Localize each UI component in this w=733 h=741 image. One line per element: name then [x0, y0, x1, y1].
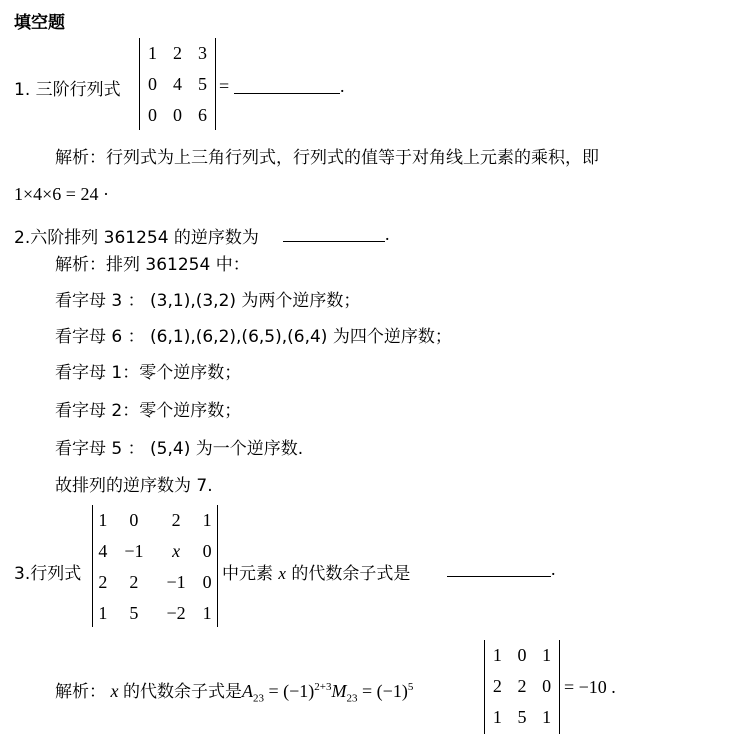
q3-cell: 0: [129, 510, 139, 530]
q2-solution-line: 看字母 6 ： (6,1),(6,2),(6,5),(6,4) 为四个逆序数；: [55, 327, 452, 347]
exponent-1: 2+3: [314, 681, 332, 693]
minor-cell: 1: [492, 707, 502, 727]
minor-cell: 0: [542, 676, 552, 696]
minor-subscript: 23: [346, 692, 358, 705]
q3-cell: 4: [98, 541, 108, 561]
q2-answer-blank[interactable]: [283, 225, 385, 242]
q2-period: .: [385, 224, 390, 244]
q1-solution: 解析：行列式为上三角行列式，行列式的值等于对角线上元素的乘积，即: [55, 148, 599, 168]
q3-period: .: [551, 559, 556, 579]
q1-cell: 6: [198, 105, 207, 125]
q2-solution-line: 解析：排列 361254 中：: [55, 255, 250, 275]
section-heading: 填空题: [14, 13, 65, 33]
minor-symbol: M: [331, 681, 347, 701]
q3-final-value: = −10 .: [564, 677, 616, 697]
q1-equals: =: [219, 76, 230, 96]
q3-cell: −1: [124, 541, 144, 561]
q1-prefix: 1. 三阶行列式: [14, 80, 121, 100]
q3-question-text: [222, 559, 410, 584]
q3-solution-variable: x: [110, 681, 119, 701]
q3-cell: x: [172, 541, 181, 561]
cofactor-symbol: A: [242, 681, 253, 701]
q1-cell: 4: [173, 74, 182, 94]
minor-cell: 1: [542, 645, 552, 665]
q1-period: .: [340, 76, 345, 96]
q2-prefix: 2.六阶排列 361254 的逆序数为: [14, 228, 259, 248]
minor-cell: 0: [517, 645, 527, 665]
q3-solution-prefix: 解析：: [55, 682, 106, 702]
minor-cell: 1: [492, 645, 502, 665]
q1-cell: 0: [148, 105, 157, 125]
q3-solution-text: 的代数余子式是: [123, 682, 242, 702]
minor-cell: 2: [517, 676, 527, 696]
q3-middle-after: 的代数余子式是: [291, 564, 411, 584]
q3-cell: 5: [129, 603, 139, 623]
q3-answer-blank[interactable]: [447, 560, 551, 577]
q1-result: 1×4×6 = 24 ·: [14, 184, 109, 204]
q3-cell: 2: [171, 510, 181, 530]
q3-cell: −2: [166, 603, 186, 623]
q1-cell: 1: [148, 43, 157, 63]
minor-cell: 2: [492, 676, 502, 696]
minor-cell: 5: [517, 707, 527, 727]
q2-solution-line: 看字母 5 ： (5,4) 为一个逆序数.: [55, 439, 304, 459]
q3-middle-before: 中元素: [222, 564, 273, 584]
q1-cell: 2: [173, 43, 182, 63]
q2-solution-line: 看字母 3 ： (3,1),(3,2) 为两个逆序数；: [55, 291, 361, 311]
q3-cell: 1: [202, 510, 212, 530]
q3-cell: 2: [98, 572, 108, 592]
q1-cell: 0: [148, 74, 157, 94]
q2-solution-line: 看字母 2：零个逆序数；: [55, 401, 242, 421]
q3-determinant: [92, 505, 218, 627]
q2-solution-line: 故排列的逆序数为 7.: [55, 476, 213, 496]
q3-cell: 1: [202, 603, 212, 623]
q2-solution-line: 看字母 1：零个逆序数；: [55, 363, 242, 383]
q3-minor-determinant: [484, 640, 560, 734]
q3-cell: −1: [166, 572, 186, 592]
q1-determinant: [139, 38, 216, 130]
q3-cell: 1: [98, 603, 108, 623]
exponent-2: 5: [407, 681, 414, 693]
q1-cell: 0: [173, 105, 182, 125]
q1-answer-blank[interactable]: [234, 77, 340, 94]
q3-cell: 0: [202, 572, 212, 592]
q3-cell: 2: [129, 572, 139, 592]
q3-eq1: = (−1): [264, 681, 315, 701]
q3-cell: 0: [202, 541, 212, 561]
minor-cell: 1: [542, 707, 552, 727]
cofactor-subscript: 23: [253, 692, 264, 705]
q1-cell: 5: [198, 74, 207, 94]
q3-prefix: 3.行列式: [14, 564, 82, 584]
q3-cell: 1: [98, 510, 108, 530]
q3-variable: x: [278, 564, 286, 583]
q3-solution: [55, 677, 414, 705]
q3-eq2: = (−1): [357, 681, 408, 701]
q1-cell: 3: [198, 43, 207, 63]
